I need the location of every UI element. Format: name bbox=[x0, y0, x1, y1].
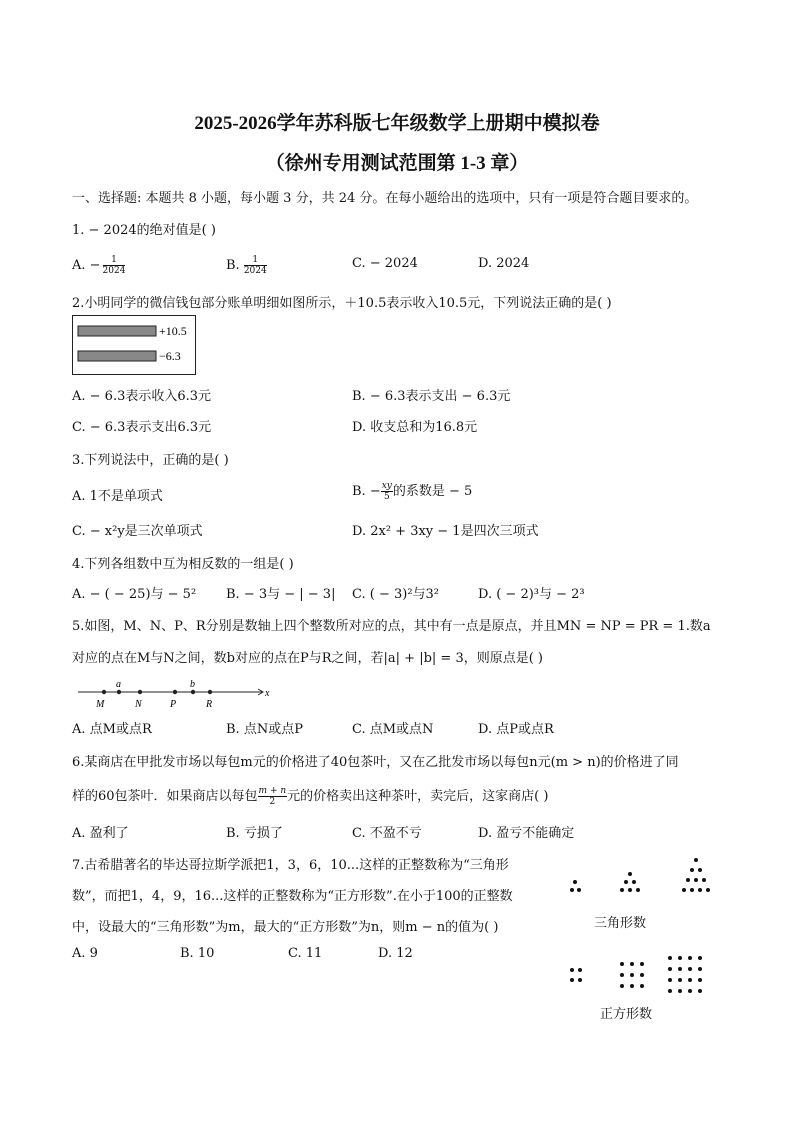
q2-option-c: C. − 6.3表示支出6.3元 bbox=[72, 420, 212, 435]
q7-option-b: B. 10 bbox=[180, 946, 215, 961]
q6-stem-line2: 样的60包茶叶．如果商店以每包 $\frac{m + n}{2}$ 元的价格卖出这种茶叶，卖完后，这家商店( ) bbox=[72, 786, 549, 807]
q6-option-a: A. 盈利了 bbox=[72, 826, 129, 841]
q1-option-b: B. $\frac{1}{2024}$ bbox=[226, 255, 267, 276]
q6-option-d: D. 盈亏不能确定 bbox=[478, 826, 575, 841]
q2-option-d: D. 收支总和为16.8元 bbox=[352, 420, 478, 435]
q6-stem-line1: 6.某商店在甲批发市场以每包m元的价格进了40包茶叶，又在乙批发市场以每包n元(m > n)的价格进了同 bbox=[72, 755, 679, 770]
q3-option-a: A. 1不是单项式 bbox=[72, 489, 163, 504]
q1-stem: 1. − 2024的绝对值是( ) bbox=[72, 223, 216, 238]
q2-stem: 2.小明同学的微信钱包部分账单明细如图所示，＋10.5表示收入10.5元，下列说法正确的是( ) bbox=[72, 296, 612, 311]
q7-stem-line1: 7.古希腊著名的毕达哥拉斯学派把1，3，6，10...这样的正整数称为“三角形 bbox=[72, 858, 509, 873]
point-a-label: a bbox=[116, 679, 121, 690]
q7-option-a: A. 9 bbox=[72, 946, 98, 961]
q6-option-b: B. 亏损了 bbox=[226, 826, 283, 841]
q7-stem-line2: 数”，而把1，4，9，16...这样的正整数称为“正方形数”.在小于100的正整数 bbox=[72, 889, 513, 904]
point-p-label: P bbox=[170, 699, 177, 710]
q2-option-a: A. − 6.3表示收入6.3元 bbox=[72, 389, 212, 404]
point-n-label: N bbox=[135, 699, 142, 710]
fig-expense-label: −6.3 bbox=[159, 349, 181, 363]
q7-option-d: D. 12 bbox=[378, 946, 413, 961]
q7-stem-line3: 中，设最大的“三角形数”为m，最大的“正方形数”为n，则m − n的值为( ) bbox=[72, 920, 499, 935]
q6-option-c: C. 不盈不亏 bbox=[352, 826, 422, 841]
section-heading: 一、选择题: 本题共 8 小题，每小题 3 分，共 24 分。在每小题给出的选项中，只有一项是符合题目要求的。 bbox=[72, 191, 698, 206]
q5-option-a: A. 点M或点R bbox=[72, 722, 152, 737]
q5-option-c: C. 点M或点N bbox=[352, 722, 434, 737]
q5-stem-line2: 对应的点在M与N之间，数b对应的点在P与R之间，若|a| + |b| = 3，则原点是( ) bbox=[72, 651, 543, 666]
page-subtitle: （徐州专用测试范围第 1-3 章） bbox=[265, 153, 529, 174]
q4-option-b: B. − 3与 − | − 3| bbox=[226, 587, 336, 602]
page-title: 2025-2026学年苏科版七年级数学上册期中模拟卷 bbox=[194, 113, 600, 134]
square-numbers-figure bbox=[560, 952, 730, 1000]
q1-option-a: A. − $\frac{1}{2024}$ bbox=[72, 255, 126, 276]
q1-option-d: D. 2024 bbox=[478, 256, 530, 271]
q4-option-a: A. − ( − 25)与 − 5² bbox=[72, 587, 197, 602]
point-m-label: M bbox=[96, 699, 105, 710]
number-line-figure bbox=[72, 676, 282, 712]
axis-x-label: x bbox=[265, 688, 270, 699]
triangle-numbers-label: 三角形数 bbox=[594, 916, 647, 931]
q3-stem: 3.下列说法中，正确的是( ) bbox=[72, 453, 229, 468]
q4-stem: 4.下列各组数中互为相反数的一组是( ) bbox=[72, 557, 294, 572]
q5-stem-line1: 5.如图，M、N、P、R分别是数轴上四个整数所对应的点，其中有一点是原点，并且MN = NP = PR = 1.数a bbox=[72, 619, 711, 634]
triangle-numbers-figure bbox=[560, 852, 730, 900]
q3-option-b: B. − $\frac{xy}{5}$ 的系数是 − 5 bbox=[352, 481, 473, 502]
q4-option-c: C. ( − 3)²与3² bbox=[352, 587, 440, 602]
q5-option-d: D. 点P或点R bbox=[478, 722, 554, 737]
q3-option-d: D. 2x² + 3xy − 1是四次三项式 bbox=[352, 524, 539, 539]
fig-income-label: +10.5 bbox=[159, 324, 187, 338]
q4-option-d: D. ( − 2)³与 − 2³ bbox=[478, 587, 585, 602]
q7-option-c: C. 11 bbox=[288, 946, 323, 961]
q3-option-c: C. − x²y是三次单项式 bbox=[72, 524, 203, 539]
point-r-label: R bbox=[206, 699, 213, 710]
q2-option-b: B. − 6.3表示支出 − 6.3元 bbox=[352, 389, 511, 404]
wallet-bill-figure bbox=[72, 315, 196, 375]
q5-option-b: B. 点N或点P bbox=[226, 722, 303, 737]
q1-option-c: C. − 2024 bbox=[352, 256, 418, 271]
square-numbers-label: 正方形数 bbox=[600, 1007, 653, 1022]
point-b-label: b bbox=[190, 679, 195, 690]
